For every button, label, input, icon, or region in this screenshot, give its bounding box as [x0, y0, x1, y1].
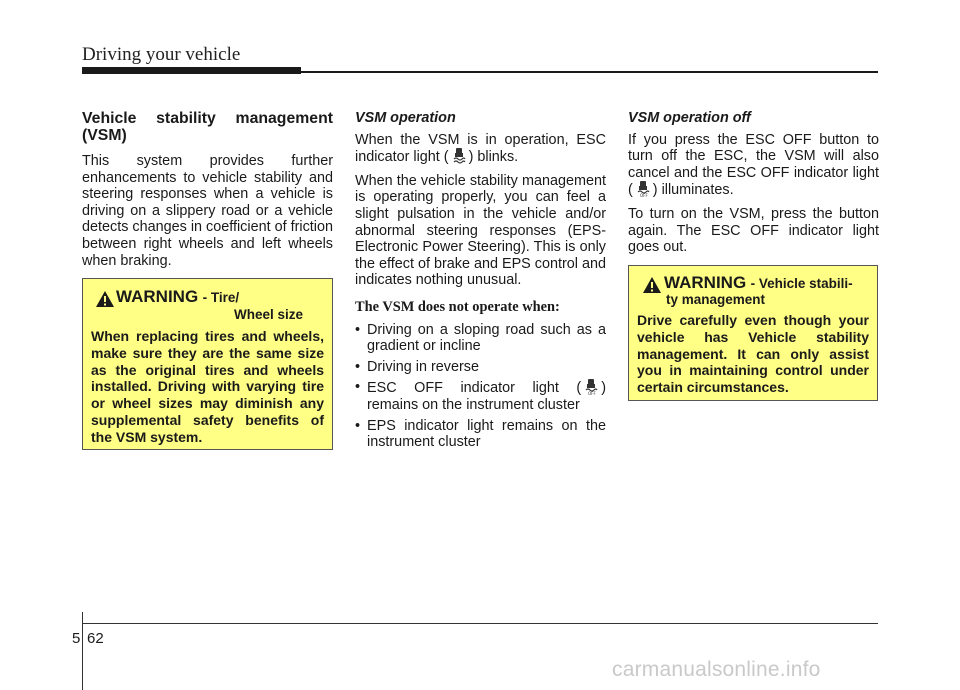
header-rule-thick	[82, 67, 301, 74]
list-item: • Driving in reverse	[355, 359, 606, 376]
esc-off-indicator-icon	[584, 379, 598, 395]
warning-body: When replacing tires and wheels, make sure they are the same size as the original tires and wheels installed. Driving with varying tire or wheel sizes may diminish any supplemental safety benefits of the VSM system.	[91, 328, 324, 445]
svg-text:OFF: OFF	[588, 391, 596, 396]
column-vsm-off	[628, 110, 879, 263]
esc-off-indicator-icon	[636, 181, 650, 197]
column-vsm-intro	[82, 110, 333, 276]
warning-triangle-icon	[95, 290, 115, 308]
warning-box-tire-size	[82, 278, 333, 450]
warning-body: Drive carefully even though your vehicle has Vehicle stability management. It can only assist you in maintaining control under certain circumstances.	[637, 312, 869, 396]
vsm-operation-para1: When the VSM is in operation, ESC indicator light ( ) blinks.	[355, 131, 606, 166]
section-heading-vsm: Vehicle stability management (VSM)	[82, 110, 333, 144]
page-number: 62	[87, 630, 104, 647]
svg-text:OFF: OFF	[639, 193, 648, 198]
warning-label: WARNING	[116, 287, 199, 306]
header-rule-thin	[301, 71, 878, 73]
list-item: • EPS indicator light remains on the instrument cluster	[355, 418, 606, 451]
list-item: • Driving on a sloping road such as a gradient or incline	[355, 322, 606, 355]
vsm-description: This system provides further enhancements to vehicle stability and steering responses when a vehicle is driving on a slippery road or a vehicle detects changes in coefficient of friction between right wheels and left wheels when braking.	[82, 153, 333, 269]
esc-indicator-icon	[452, 148, 466, 164]
warning-subject-cont: Wheel size	[234, 307, 304, 322]
warning-subject: - Vehicle stabili-	[750, 276, 853, 291]
chapter-number: 5	[72, 630, 81, 647]
vsm-off-para1: If you press the ESC OFF button to turn off the ESC, the VSM will also cancel and the ESC OFF indicator light ( OFF ) illuminates.	[628, 131, 879, 199]
list-item: • ESC OFF indicator light ( OFF ) remains on the instrument cluster	[355, 379, 606, 413]
footer-horizontal-rule	[82, 623, 878, 624]
vsm-operation-para2: When the vehicle stability management is operating properly, you can feel a slight pulsation in the vehicle and/or abnormal steering responses (EPS- Electronic Power Steering). This is only the effect of brake and EPS control and indicates nothing unusual.	[355, 172, 606, 289]
warning-subject-cont: ty management	[666, 292, 766, 307]
vsm-not-operate-list	[355, 322, 606, 451]
header-title: Driving your vehicle	[82, 44, 241, 65]
vsm-off-para2: To turn on the VSM, press the button again. The ESC OFF indicator light goes out.	[628, 205, 879, 256]
warning-box-vsm	[628, 265, 878, 401]
vsm-not-operate-heading: The VSM does not operate when:	[355, 298, 560, 315]
warning-label: WARNING	[664, 273, 747, 292]
section-heading-vsm-off: VSM operation off	[628, 110, 751, 126]
watermark: carmanualsonline.info	[612, 658, 821, 681]
column-vsm-operation	[355, 110, 606, 455]
warning-triangle-icon	[642, 276, 662, 294]
warning-subject: - Tire/	[202, 290, 240, 305]
section-heading-vsm-operation: VSM operation	[355, 110, 456, 126]
